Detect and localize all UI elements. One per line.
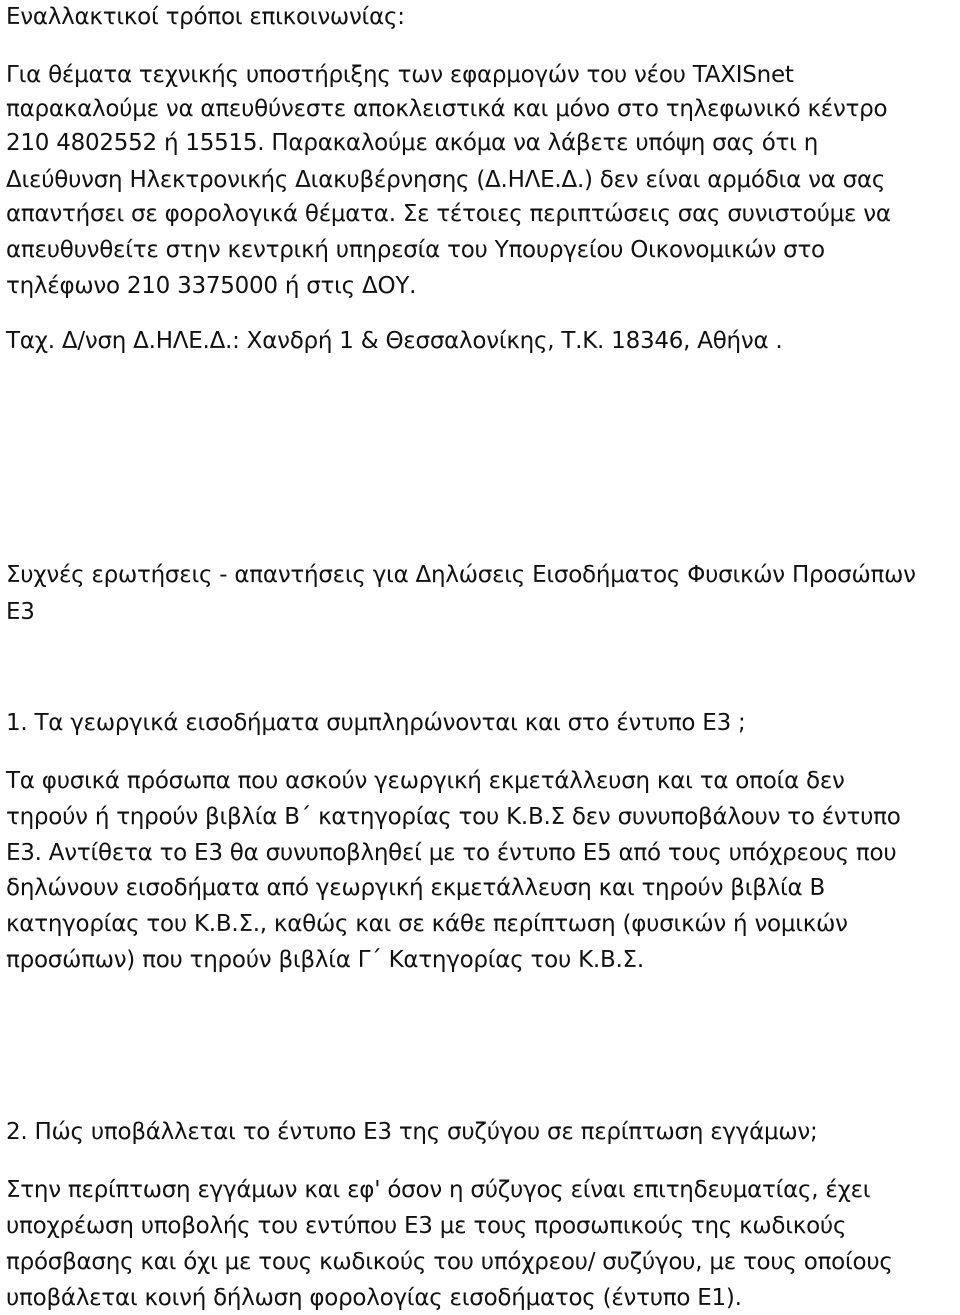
contact-paragraph-line: 210 4802552 ή 15515. Παρακαλούμε ακόμα να λάβετε υπόψη σας ότι η (6, 130, 819, 156)
faq-question: 2. Πώς υποβάλλεται το έντυπο Ε3 της συζύγου σε περίπτωση εγγάμων; (6, 1119, 818, 1145)
contact-paragraph-line: τηλέφωνο 210 3375000 ή στις ΔΟΥ. (6, 273, 417, 299)
contact-paragraph-line: απευθυνθείτε στην κεντρική υπηρεσία του Υπουργείου Οικονομικών στο (6, 237, 825, 263)
postal-address: Ταχ. Δ/νση Δ.ΗΛΕ.Δ.: Χανδρή 1 & Θεσσαλονίκης, Τ.Κ. 18346, Αθήνα . (6, 328, 783, 354)
contact-title: Εναλλακτικοί τρόποι επικοινωνίας: (6, 4, 405, 30)
faq-answer-line: τηρούν ή τηρούν βιβλία Β΄ κατηγορίας του Κ.Β.Σ δεν συνυποβάλουν το έντυπο (6, 804, 901, 830)
faq-answer-line: κατηγορίας του Κ.Β.Σ., καθώς και σε κάθε περίπτωση (φυσικών ή νομικών (6, 911, 848, 937)
faq-answer-line: προσώπων) που τηρούν βιβλία Γ΄ Κατηγορίας του Κ.Β.Σ. (6, 947, 644, 973)
faq-answer-line: Στην περίπτωση εγγάμων και εφ' όσον η σύζυγος είναι επιτηδευματίας, έχει (6, 1177, 871, 1203)
contact-paragraph-line: απαντήσει σε φορολογικά θέματα. Σε τέτοιες περιπτώσεις σας συνιστούμε να (6, 201, 891, 227)
faq-title: Συχνές ερωτήσεις - απαντήσεις για Δηλώσεις Εισοδήματος Φυσικών Προσώπων (6, 562, 916, 588)
contact-paragraph-line: Διεύθυνση Ηλεκτρονικής Διακυβέρνησης (Δ.ΗΛΕ.Δ.) δεν είναι αρμόδια να σας (6, 167, 886, 193)
faq-title: Ε3 (6, 599, 35, 625)
faq-answer-line: υποχρέωση υποβολής του εντύπου Ε3 με τους προσωπικούς της κωδικούς (6, 1213, 847, 1239)
faq-answer-line: Τα φυσικά πρόσωπα που ασκούν γεωργική εκμετάλλευση και τα οποία δεν (6, 768, 845, 794)
faq-answer-line: πρόσβασης και όχι με τους κωδικούς του υπόχρεου/ συζύγου, με τους οποίους (6, 1249, 893, 1275)
faq-answer-line: υποβάλεται κοινή δήλωση φορολογίας εισοδήματος (έντυπο Ε1). (6, 1285, 742, 1311)
contact-paragraph-line: Για θέματα τεχνικής υποστήριξης των εφαρμογών του νέου TAXISnet (6, 62, 794, 88)
contact-paragraph-line: παρακαλούμε να απευθύνεστε αποκλειστικά και μόνο στο τηλεφωνικό κέντρο (6, 96, 888, 122)
faq-answer-line: Ε3. Αντίθετα το Ε3 θα συνυποβληθεί με το έντυπο Ε5 από τους υπόχρεους που (6, 840, 897, 866)
faq-answer-line: δηλώνουν εισοδήματα από γεωργική εκμετάλλευση και τηρούν βιβλία Β (6, 875, 826, 901)
faq-question: 1. Τα γεωργικά εισοδήματα συμπληρώνονται και στο έντυπο Ε3 ; (6, 710, 746, 736)
